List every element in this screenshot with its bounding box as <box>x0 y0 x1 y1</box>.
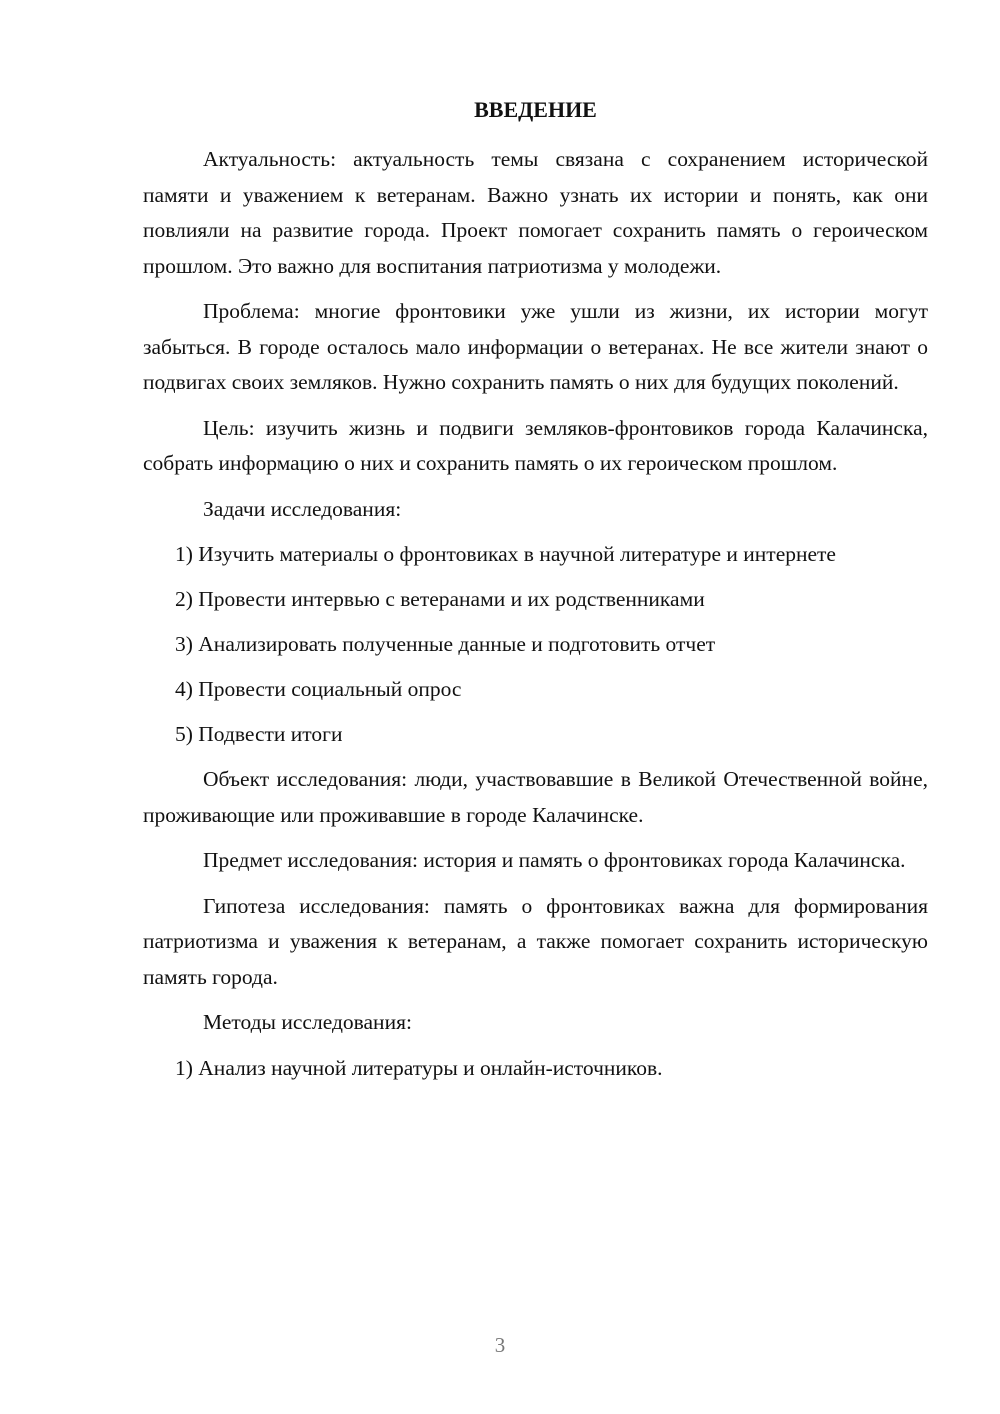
page-number: 3 <box>494 1333 506 1357</box>
paragraph-subject: Предмет исследования: история и память о фронтовиках города Калачинска. <box>203 848 906 872</box>
task-item: 2) Провести интервью с ветеранами и их родственниками <box>175 587 705 611</box>
paragraph-goal: Цель: изучить жизнь и подвиги земляков-фронтовиков города Калачинска, собрать информацию о них и сохранить память о их героическом прошлом. <box>143 415 928 475</box>
paragraph-relevance: Актуальность: актуальность темы связана с сохранением исторической памяти и уважением к ветеранам. Важно узнать их истории и понять, как они повлияли на развитие города. Проект помогает сохранить память о героическом прошлом. Это важно для воспитания патриотизма у молодежи. <box>143 147 928 278</box>
method-item: 1) Анализ научной литературы и онлайн-источников. <box>175 1055 663 1080</box>
paragraph-hypothesis: Гипотеза исследования: память о фронтовиках важна для формирования патриотизма и уважения к ветеранам, а также помогает сохранить историческую память города. <box>143 893 928 989</box>
task-item: 5) Подвести итоги <box>175 722 343 746</box>
document-body <box>143 142 928 1096</box>
page-title: ВВЕДЕНИЕ <box>474 97 597 122</box>
methods-heading: Методы исследования: <box>203 1010 412 1034</box>
task-item: 1) Изучить материалы о фронтовиках в научной литературе и интернете <box>175 542 836 566</box>
paragraph-problem: Проблема: многие фронтовики уже ушли из жизни, их истории могут забыться. В городе осталось мало информации о ветеранах. Не все жители знают о подвигах своих земляков. Нужно сохранить память о них для будущих поколений. <box>143 299 928 394</box>
tasks-heading: Задачи исследования: <box>203 496 402 521</box>
paragraph-object: Объект исследования: люди, участвовавшие в Великой Отечественной войне, проживающие или проживавшие в городе Калачинске. <box>143 767 928 827</box>
task-item: 4) Провести социальный опрос <box>175 677 462 701</box>
task-item: 3) Анализировать полученные данные и подготовить отчет <box>175 632 716 656</box>
